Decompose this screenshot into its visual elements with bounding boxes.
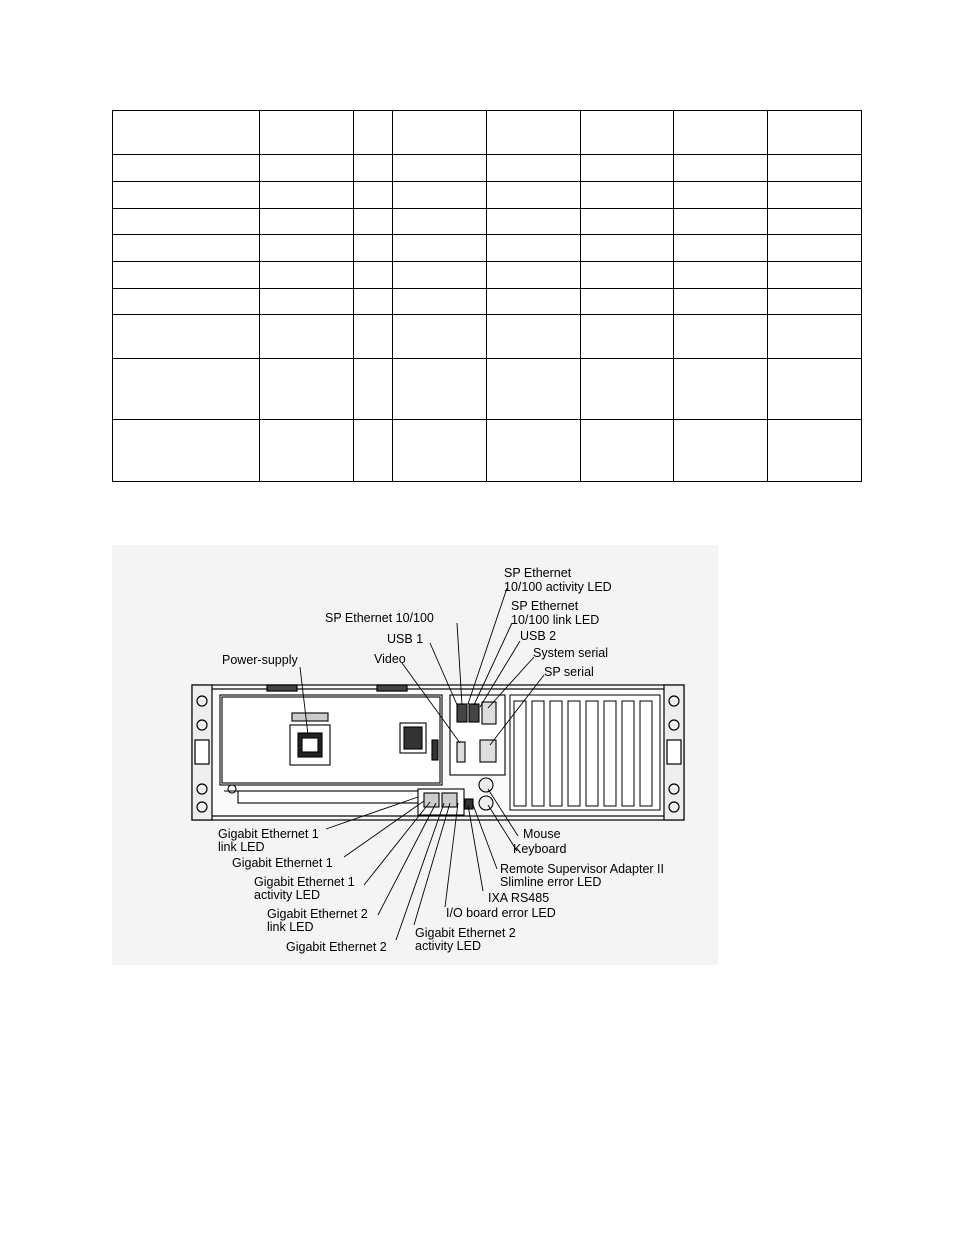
table-cell (260, 359, 354, 420)
label-sp-eth-activity-2: 10/100 activity LED (504, 580, 612, 594)
table-cell (581, 111, 674, 155)
label-gbe2-link-2: link LED (267, 920, 314, 934)
label-video: Video (374, 652, 406, 666)
table-cell (113, 262, 260, 289)
table-cell (393, 262, 487, 289)
table-cell (581, 315, 674, 359)
table-cell (581, 155, 674, 182)
table-cell (113, 235, 260, 262)
table-cell (354, 155, 393, 182)
label-usb-1: USB 1 (387, 632, 424, 646)
table-cell (487, 359, 581, 420)
table-row (113, 111, 862, 155)
table-cell (581, 359, 674, 420)
label-usb-2: USB 2 (520, 629, 557, 643)
label-gbe2-activity-1: Gigabit Ethernet 2 (415, 926, 516, 940)
table-row (113, 289, 862, 315)
label-mouse: Mouse (523, 827, 561, 841)
table-cell (113, 155, 260, 182)
server-rear-diagram (112, 545, 718, 965)
table-cell (674, 262, 768, 289)
table-cell (393, 155, 487, 182)
table-cell (260, 111, 354, 155)
table-cell (768, 209, 862, 235)
table-row (113, 315, 862, 359)
table-cell (674, 315, 768, 359)
pci-slots (510, 695, 660, 810)
table-cell (260, 315, 354, 359)
table-cell (581, 420, 674, 482)
table-cell (487, 182, 581, 209)
label-sp-serial: SP serial (544, 665, 594, 679)
table-cell (581, 235, 674, 262)
label-gbe2: Gigabit Ethernet 2 (286, 940, 387, 954)
label-sp-eth-link-1: SP Ethernet (511, 599, 579, 613)
table-cell (113, 209, 260, 235)
table-cell (113, 111, 260, 155)
table-cell (768, 289, 862, 315)
label-gbe2-activity-2: activity LED (415, 939, 481, 953)
label-sp-eth-activity-1: SP Ethernet (504, 566, 572, 580)
label-gbe1-link-2: link LED (218, 840, 265, 854)
table-cell (354, 359, 393, 420)
label-system-serial: System serial (533, 646, 609, 660)
table-cell (768, 359, 862, 420)
table-cell (674, 182, 768, 209)
label-rsa-2: Slimline error LED (500, 875, 602, 889)
table-cell (113, 182, 260, 209)
label-sp-eth-link-2: 10/100 link LED (511, 613, 600, 627)
table-cell (768, 182, 862, 209)
table-row (113, 209, 862, 235)
table-cell (260, 235, 354, 262)
label-keyboard: Keyboard (513, 842, 567, 856)
table-cell (487, 315, 581, 359)
table-cell (674, 155, 768, 182)
table-cell (260, 209, 354, 235)
spec-table (112, 110, 862, 482)
table-cell (768, 111, 862, 155)
label-ixa-rs485: IXA RS485 (488, 891, 550, 905)
table-cell (113, 289, 260, 315)
table-cell (768, 420, 862, 482)
table-row (113, 359, 862, 420)
table-cell (260, 262, 354, 289)
table-cell (354, 289, 393, 315)
table-cell (674, 289, 768, 315)
table-cell (768, 315, 862, 359)
table-cell (487, 289, 581, 315)
table-cell (674, 235, 768, 262)
label-gbe1-activity-1: Gigabit Ethernet 1 (254, 875, 355, 889)
table-cell (354, 420, 393, 482)
table-cell (393, 289, 487, 315)
table-cell (354, 262, 393, 289)
table-row (113, 182, 862, 209)
table-cell (393, 182, 487, 209)
table-cell (354, 209, 393, 235)
label-io-board-error-led: I/O board error LED (446, 906, 556, 920)
table-cell (260, 182, 354, 209)
table-cell (260, 289, 354, 315)
table-cell (354, 315, 393, 359)
table-cell (260, 155, 354, 182)
table-cell (487, 209, 581, 235)
table-cell (487, 111, 581, 155)
table-cell (487, 155, 581, 182)
server-rear-view-drawing (112, 545, 718, 965)
table-cell (487, 235, 581, 262)
table-cell (393, 209, 487, 235)
table-cell (393, 315, 487, 359)
table-cell (354, 235, 393, 262)
table-cell (581, 262, 674, 289)
table-cell (393, 359, 487, 420)
table-row (113, 235, 862, 262)
table-cell (354, 111, 393, 155)
table-cell (260, 420, 354, 482)
table-cell (487, 262, 581, 289)
label-gbe1: Gigabit Ethernet 1 (232, 856, 333, 870)
table-cell (674, 359, 768, 420)
table-cell (393, 111, 487, 155)
table-cell (674, 111, 768, 155)
label-gbe2-link-1: Gigabit Ethernet 2 (267, 907, 368, 921)
table-cell (487, 420, 581, 482)
table-cell (581, 289, 674, 315)
label-power-supply: Power-supply (222, 653, 298, 667)
label-gbe1-link-1: Gigabit Ethernet 1 (218, 827, 319, 841)
table-cell (354, 182, 393, 209)
table-cell (768, 235, 862, 262)
table-cell (581, 209, 674, 235)
table-cell (674, 420, 768, 482)
table-cell (113, 420, 260, 482)
label-rsa-1: Remote Supervisor Adapter II (500, 862, 664, 876)
table-cell (393, 420, 487, 482)
table-row (113, 420, 862, 482)
label-gbe1-activity-2: activity LED (254, 888, 320, 902)
table-cell (581, 182, 674, 209)
table-cell (768, 262, 862, 289)
table-row (113, 155, 862, 182)
table-cell (393, 235, 487, 262)
table-cell (674, 209, 768, 235)
table-row (113, 262, 862, 289)
label-sp-eth: SP Ethernet 10/100 (325, 611, 434, 625)
table-cell (113, 359, 260, 420)
table-cell (768, 155, 862, 182)
table-cell (113, 315, 260, 359)
